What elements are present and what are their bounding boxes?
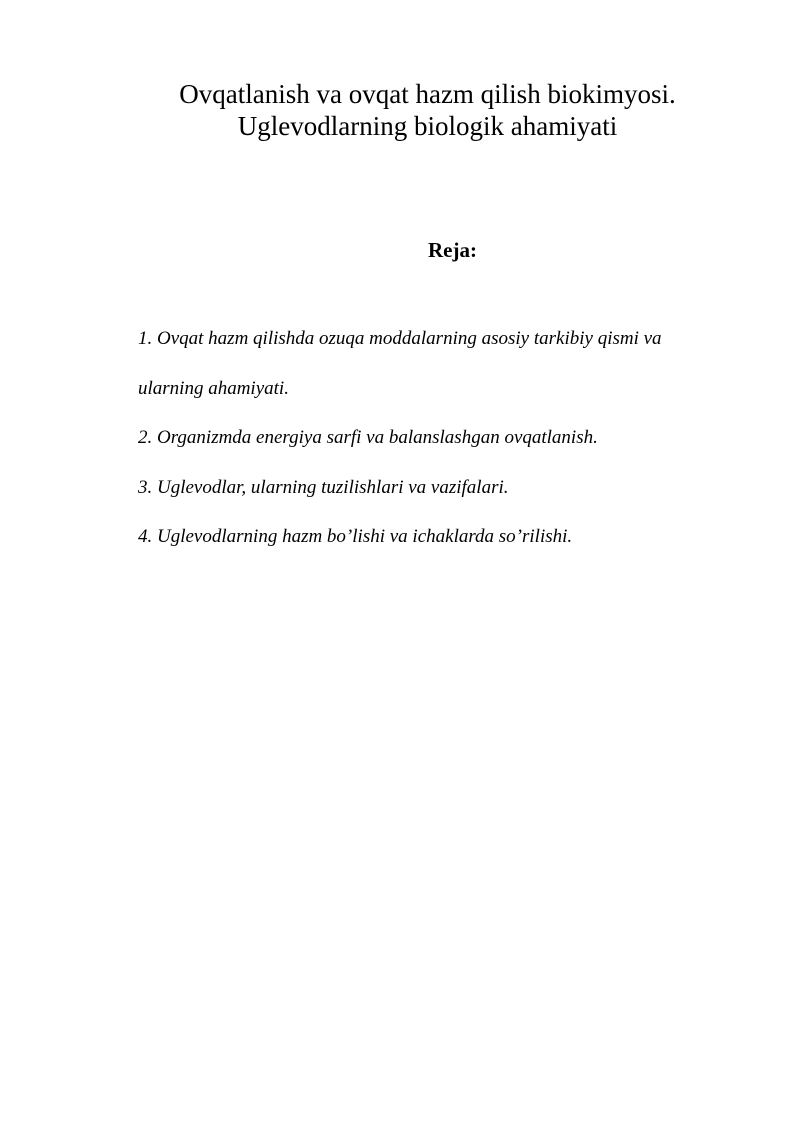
document-title (0, 78, 800, 142)
plan-item-1-line-2: ularning ahamiyati. (138, 377, 289, 399)
plan-item-4: 4. Uglevodlarning hazm bo’lishi va ichaklarda so’rilishi. (138, 526, 573, 547)
plan-list (138, 314, 778, 562)
plan-heading: Reja: (428, 238, 477, 262)
title-line-2: Uglevodlarning biologik ahamiyati (237, 111, 618, 141)
plan-item-3: 3. Uglevodlar, ularning tuzilishlari va vazifalari. (138, 476, 509, 498)
plan-item-1-line-1: 1. Ovqat hazm qilishda ozuqa moddalarning asosiy tarkibiy qismi va (138, 328, 662, 349)
title-line-1: Ovqatlanish va ovqat hazm qilish biokimyosi. (179, 79, 676, 109)
plan-item-2: 2. Organizmda energiya sarfi va balanslashgan ovqatlanish. (138, 427, 598, 448)
